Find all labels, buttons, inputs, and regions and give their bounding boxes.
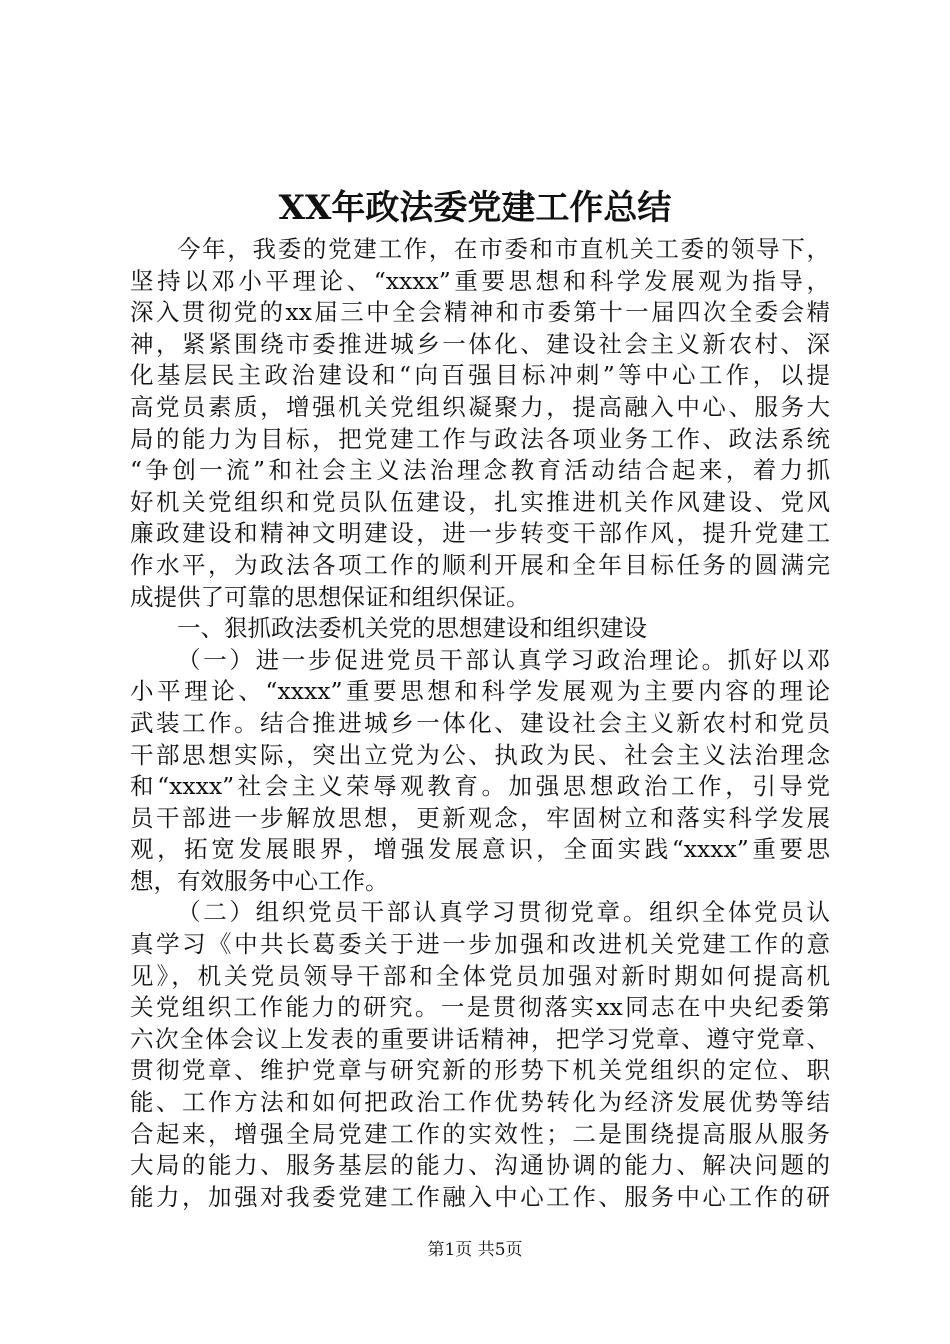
- body-line: 廉政建设和精神文明建设，进一步转变干部作风，提升党建工: [130, 519, 830, 548]
- body-line: 好机关党组织和党员队伍建设，扎实推进机关作风建设、党风: [130, 487, 830, 516]
- body-line: 干部思想实际，突出立党为公、执政为民、社会主义法治理念: [130, 740, 830, 769]
- body-line: “争创一流”和社会主义法治理念教育活动结合起来，着力抓: [130, 456, 830, 485]
- body-line: 员干部进一步解放思想，更新观念，牢固树立和落实科学发展: [130, 803, 830, 832]
- page-footer: 第1页 共5页: [427, 1240, 523, 1260]
- body-line: 小平理论、“xxxx”重要思想和科学发展观为主要内容的理论: [130, 677, 830, 706]
- body-line: 高党员素质，增强机关党组织凝聚力，提高融入中心、服务大: [130, 392, 830, 421]
- body-line: 今年，我委的党建工作，在市委和市直机关工委的领导下，: [177, 235, 830, 263]
- body-line: 关党组织工作能力的研究。一是贯彻落实xx同志在中央纪委第: [130, 993, 830, 1022]
- body-line: 和“xxxx”社会主义荣辱观教育。加强思想政治工作，引导党: [130, 772, 830, 801]
- body-line: 贯彻党章、维护党章与研究新的形势下机关党组织的定位、职: [130, 1056, 830, 1085]
- body-line: 观，拓宽发展眼界，增强发展意识，全面实践“xxxx”重要思: [130, 835, 830, 864]
- body-line: （二）组织党员干部认真学习贯彻党章。组织全体党员认: [177, 898, 830, 927]
- body-line: 局的能力为目标，把党建工作与政法各项业务工作、政法系统: [130, 424, 830, 453]
- body-line: 作水平，为政法各项工作的顺利开展和全年目标任务的圆满完: [130, 550, 830, 579]
- body-line: 坚持以邓小平理论、“xxxx”重要思想和科学发展观为指导，: [130, 266, 830, 295]
- body-line: 能力，加强对我委党建工作融入中心工作、服务中心工作的研: [130, 1182, 830, 1211]
- body-line: 合起来，增强全局党建工作的实效性；二是围绕提高服从服务: [130, 1119, 830, 1148]
- body-line: 想，有效服务中心工作。: [130, 866, 389, 895]
- body-line: 一、狠抓政法委机关党的思想建设和组织建设: [177, 614, 647, 643]
- body-line: 成提供了可靠的思想保证和组织保证。: [130, 582, 530, 611]
- body-line: 化基层民主政治建设和“向百强目标冲刺”等中心工作，以提: [130, 361, 830, 390]
- body-line: 真学习《中共长葛委关于进一步加强和改进机关党建工作的意: [130, 930, 830, 959]
- body-line: 能、工作方法和如何把政治工作优势转化为经济发展优势等结: [130, 1088, 830, 1117]
- body-line: （一）进一步促进党员干部认真学习政治理论。抓好以邓: [177, 645, 830, 674]
- body-line: 神，紧紧围绕市委推进城乡一体化、建设社会主义新农村、深: [130, 329, 830, 358]
- document-body: [130, 234, 830, 1213]
- body-line: 六次全体会议上发表的重要讲话精神，把学习党章、遵守党章、: [130, 1024, 830, 1053]
- body-line: 武装工作。结合推进城乡一体化、建设社会主义新农村和党员: [130, 708, 830, 737]
- body-line: 见》，机关党员领导干部和全体党员加强对新时期如何提高机: [130, 961, 830, 990]
- body-line: 深入贯彻党的xx届三中全会精神和市委第十一届四次全委会精: [130, 298, 830, 327]
- body-line: 大局的能力、服务基层的能力、沟通协调的能力、解决问题的: [130, 1151, 830, 1180]
- document-title: XX年政法委党建工作总结: [278, 188, 672, 228]
